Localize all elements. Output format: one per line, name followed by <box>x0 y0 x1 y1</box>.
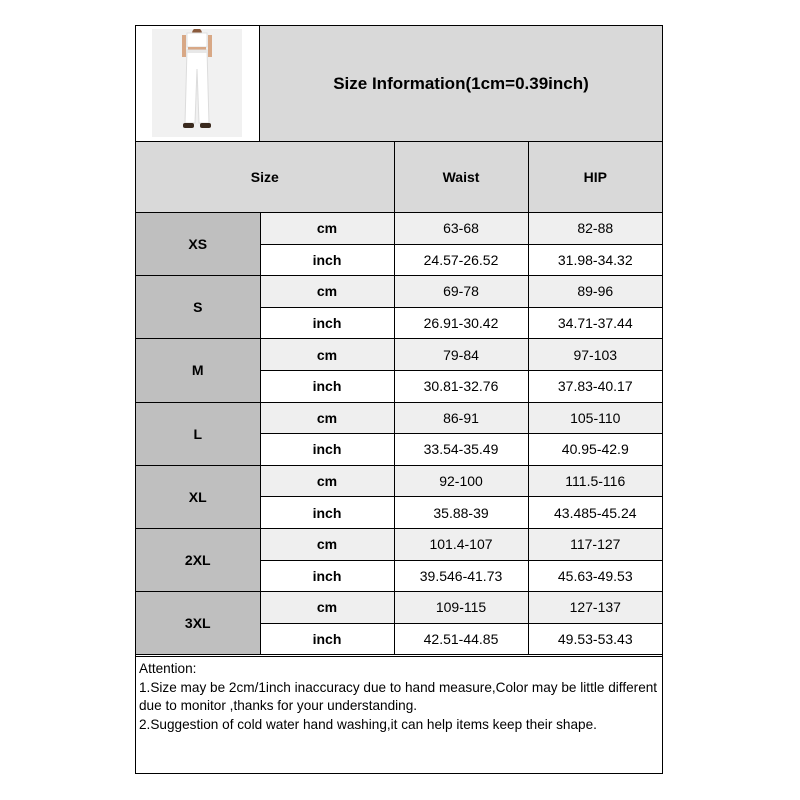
hip-value: 40.95-42.9 <box>528 434 662 466</box>
table-row <box>136 592 662 624</box>
notes-line-1: 1.Size may be 2cm/1inch inaccuracy due to hand measure,Color may be little different due to monitor ,thanks for your understanding. <box>139 679 661 713</box>
waist-value: 101.4-107 <box>394 528 528 560</box>
unit-label: inch <box>260 244 394 276</box>
unit-label: cm <box>260 528 394 560</box>
hip-value: 89-96 <box>528 276 662 308</box>
waist-value: 33.54-35.49 <box>394 434 528 466</box>
size-label: XS <box>136 213 260 276</box>
waist-value: 79-84 <box>394 339 528 371</box>
waist-value: 24.57-26.52 <box>394 244 528 276</box>
unit-label: inch <box>260 560 394 592</box>
hip-value: 37.83-40.17 <box>528 370 662 402</box>
notes-heading: Attention: <box>139 661 197 676</box>
hip-column-header: HIP <box>528 142 662 213</box>
notes-line-2: 2.Suggestion of cold water hand washing,it can help items keep their shape. <box>139 716 597 732</box>
waist-value: 42.51-44.85 <box>394 623 528 655</box>
hip-value: 82-88 <box>528 213 662 245</box>
unit-label: inch <box>260 307 394 339</box>
table-row <box>136 213 662 245</box>
hip-value: 117-127 <box>528 528 662 560</box>
table-row <box>136 402 662 434</box>
waist-value: 30.81-32.76 <box>394 370 528 402</box>
unit-label: cm <box>260 592 394 624</box>
unit-label: inch <box>260 434 394 466</box>
waist-value: 63-68 <box>394 213 528 245</box>
attention-notes <box>136 656 662 737</box>
chart-title: Size Information(1cm=0.39inch) <box>260 26 662 141</box>
waist-column-header: Waist <box>394 142 528 213</box>
hip-value: 97-103 <box>528 339 662 371</box>
chart-header <box>136 26 662 141</box>
hip-value: 111.5-116 <box>528 465 662 497</box>
waist-value: 39.546-41.73 <box>394 560 528 592</box>
waist-value: 26.91-30.42 <box>394 307 528 339</box>
size-label: 3XL <box>136 592 260 655</box>
hip-value: 105-110 <box>528 402 662 434</box>
size-column-header: Size <box>136 142 394 213</box>
waist-value: 35.88-39 <box>394 497 528 529</box>
table-row <box>136 465 662 497</box>
hip-value: 43.485-45.24 <box>528 497 662 529</box>
hip-value: 49.53-53.43 <box>528 623 662 655</box>
unit-label: cm <box>260 465 394 497</box>
unit-label: cm <box>260 402 394 434</box>
size-label: XL <box>136 465 260 528</box>
unit-label: cm <box>260 339 394 371</box>
size-label: L <box>136 402 260 465</box>
size-table <box>136 141 662 655</box>
table-header-row <box>136 142 662 213</box>
size-chart <box>135 25 663 774</box>
hip-value: 31.98-34.32 <box>528 244 662 276</box>
size-label: M <box>136 339 260 402</box>
table-row <box>136 528 662 560</box>
table-row <box>136 276 662 308</box>
size-label: 2XL <box>136 528 260 591</box>
waist-value: 69-78 <box>394 276 528 308</box>
unit-label: cm <box>260 213 394 245</box>
product-photo <box>152 29 242 137</box>
table-row <box>136 339 662 371</box>
waist-value: 109-115 <box>394 592 528 624</box>
unit-label: inch <box>260 497 394 529</box>
size-label: S <box>136 276 260 339</box>
unit-label: inch <box>260 370 394 402</box>
unit-label: inch <box>260 623 394 655</box>
waist-value: 92-100 <box>394 465 528 497</box>
waist-value: 86-91 <box>394 402 528 434</box>
unit-label: cm <box>260 276 394 308</box>
hip-value: 45.63-49.53 <box>528 560 662 592</box>
hip-value: 34.71-37.44 <box>528 307 662 339</box>
hip-value: 127-137 <box>528 592 662 624</box>
product-photo-cell <box>136 26 260 141</box>
